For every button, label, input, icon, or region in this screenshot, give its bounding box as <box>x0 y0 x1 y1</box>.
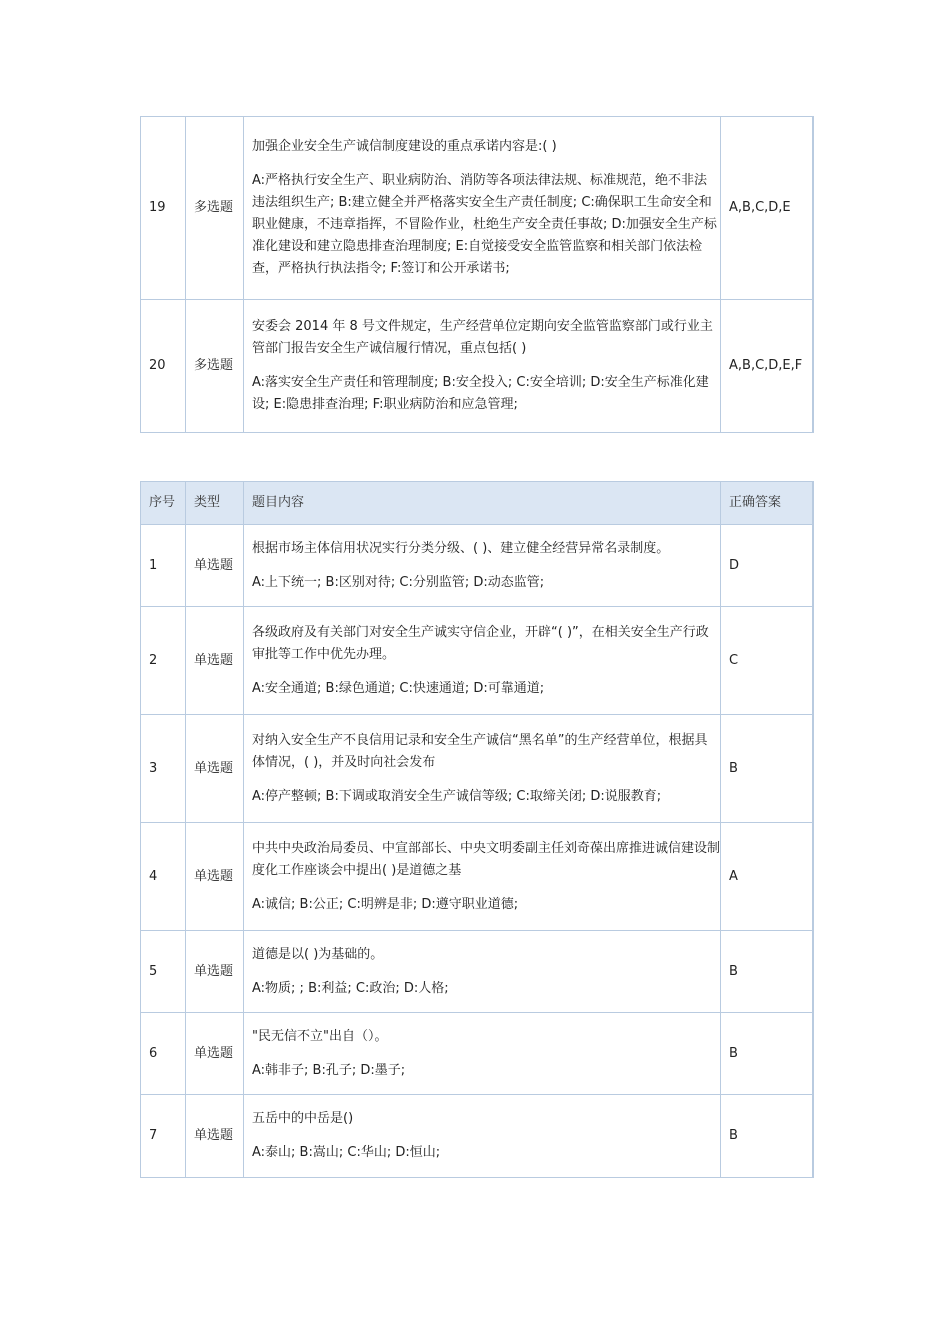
row-number: 20 <box>141 300 186 433</box>
question-content <box>244 607 721 715</box>
correct-answer: B <box>721 931 813 1013</box>
row-number: 7 <box>141 1095 186 1178</box>
table-row <box>141 1095 813 1178</box>
question-text: 对纳入安全生产不良信用记录和安全生产诚信“黑名单”的生产经营单位，根据具体情况，( )，并及时向社会发布 <box>252 732 708 770</box>
question-text: "民无信不立"出自（）。 <box>252 1028 388 1044</box>
question-type: 单选题 <box>186 931 244 1013</box>
question-type: 单选题 <box>186 607 244 715</box>
row-number: 6 <box>141 1013 186 1095</box>
question-type: 单选题 <box>186 715 244 823</box>
question-content <box>244 117 721 300</box>
row-number: 5 <box>141 931 186 1013</box>
correct-answer: A,B,C,D,E <box>721 117 813 300</box>
question-options: A:泰山; B:嵩山; C:华山; D:恒山; <box>252 1145 441 1160</box>
header-number: 序号 <box>141 482 186 525</box>
row-number: 2 <box>141 607 186 715</box>
question-text: 安委会 2014 年 8 号文件规定，生产经营单位定期向安全监管监察部门或行业主管部门报告安全生产诚信履行情况，重点包括( ) <box>252 319 713 356</box>
question-content <box>244 300 721 433</box>
question-options: A:诚信; B:公正; C:明辨是非; D:遵守职业道德; <box>252 896 519 912</box>
question-text: 中共中央政治局委员、中宣部部长、中央文明委副主任刘奇葆出席推进诚信建设制度化工作座谈会中提出( )是道德之基 <box>252 840 721 878</box>
row-number: 1 <box>141 525 186 607</box>
question-options: A:韩非子; B:孔子; D:墨子; <box>252 1062 406 1078</box>
question-content <box>244 525 721 607</box>
question-content <box>244 931 721 1013</box>
question-table <box>140 481 814 1178</box>
question-text: 五岳中的中岳是() <box>252 1111 354 1126</box>
question-options: A:物质; ; B:利益; C:政治; D:人格; <box>252 980 449 996</box>
correct-answer: B <box>721 1013 813 1095</box>
question-type: 单选题 <box>186 1013 244 1095</box>
table-row <box>141 300 813 433</box>
question-content <box>244 823 721 931</box>
row-number: 19 <box>141 117 186 300</box>
question-table-continued <box>140 116 814 433</box>
correct-answer: C <box>721 607 813 715</box>
header-content: 题目内容 <box>244 482 721 525</box>
question-type: 多选题 <box>186 117 244 300</box>
table-row <box>141 607 813 715</box>
question-options: A:落实安全生产责任和管理制度; B:安全投入; C:安全培训; D:安全生产标准化建设; E:隐患排查治理; F:职业病防治和应急管理; <box>252 375 709 412</box>
header-answer: 正确答案 <box>721 482 813 525</box>
correct-answer: B <box>721 1095 813 1178</box>
question-type: 多选题 <box>186 300 244 433</box>
correct-answer: B <box>721 715 813 823</box>
table-header-row <box>141 482 813 525</box>
row-number: 3 <box>141 715 186 823</box>
question-content <box>244 715 721 823</box>
question-options: A:严格执行安全生产、职业病防治、消防等各项法律法规、标准规范，绝不非法违法组织生产; B:建立健全并严格落实安全生产责任制度; C:确保职工生命安全和职业健康，不违章指挥，不冒险作业，杜绝生产安全责任事故; D:加强安全生产标准化建设和建立隐患排查治理制度; E:自觉接受安全监管监察和相关部门依法检查，严格执行执法指令; F:签订和公开承诺书; <box>252 173 717 276</box>
question-options: A:停产整顿; B:下调或取消安全生产诚信等级; C:取缔关闭; D:说服教育; <box>252 788 662 804</box>
question-options: A:上下统一; B:区别对待; C:分别监管; D:动态监管; <box>252 574 545 590</box>
table-row <box>141 117 813 300</box>
row-number: 4 <box>141 823 186 931</box>
question-options: A:安全通道; B:绿色通道; C:快速通道; D:可靠通道; <box>252 680 545 696</box>
question-type: 单选题 <box>186 823 244 931</box>
table-row <box>141 823 813 931</box>
table-row <box>141 525 813 607</box>
table-row <box>141 715 813 823</box>
question-text: 加强企业安全生产诚信制度建设的重点承诺内容是:( ) <box>252 139 557 154</box>
correct-answer: D <box>721 525 813 607</box>
correct-answer: A,B,C,D,E,F <box>721 300 813 433</box>
question-content <box>244 1013 721 1095</box>
question-content <box>244 1095 721 1178</box>
question-text: 各级政府及有关部门对安全生产诚实守信企业，开辟“( )”，在相关安全生产行政审批等工作中优先办理。 <box>252 624 709 662</box>
header-type: 类型 <box>186 482 244 525</box>
correct-answer: A <box>721 823 813 931</box>
table-row <box>141 1013 813 1095</box>
question-type: 单选题 <box>186 525 244 607</box>
question-text: 根据市场主体信用状况实行分类分级、( )、建立健全经营异常名录制度。 <box>252 540 670 556</box>
question-type: 单选题 <box>186 1095 244 1178</box>
question-text: 道德是以( )为基础的。 <box>252 946 384 962</box>
table-row <box>141 931 813 1013</box>
